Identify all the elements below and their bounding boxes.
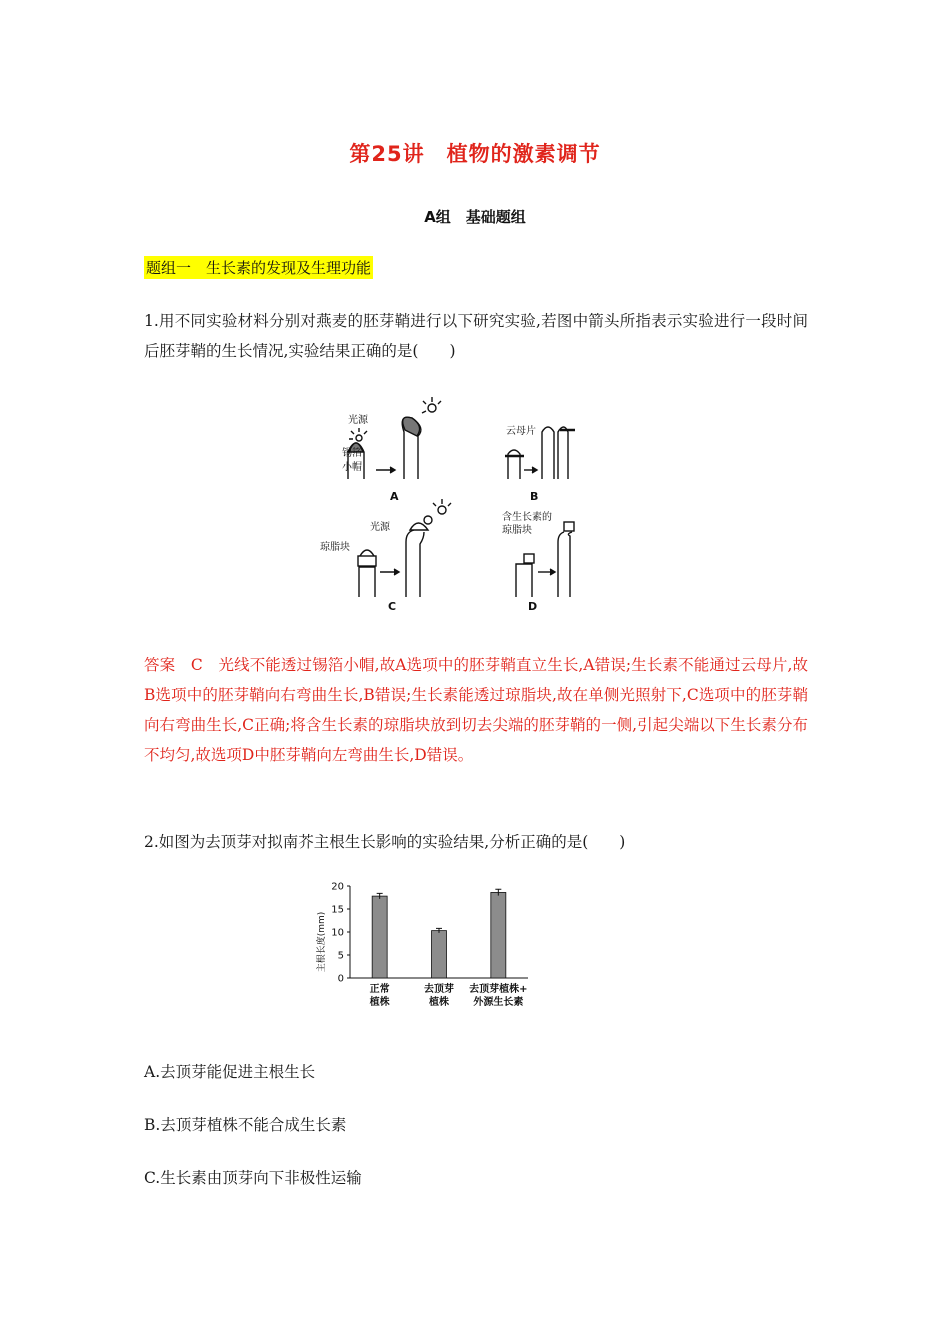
fig-label-b: B (530, 490, 539, 503)
chart-category-label: 植株 (429, 997, 449, 1008)
topic-heading: 题组一 生长素的发现及生理功能 (144, 256, 373, 279)
chart-y-tick-label: 5 (337, 950, 344, 962)
page-title: 第25讲 植物的激素调节 (349, 142, 601, 166)
coleoptile-figure (320, 392, 620, 618)
group-heading: A组 基础题组 (424, 208, 526, 226)
fig-a-cap-label: 锡箔 (342, 448, 362, 459)
option-c: C.生长素由顶芽向下非极性运输 (144, 1169, 362, 1187)
chart-category-label: 正常 (369, 984, 390, 995)
root-length-chart (308, 872, 548, 1014)
fig-a-cap-label-2: 小帽 (342, 462, 362, 473)
question-1-answer: 答案 C 光线不能透过锡箔小帽,故A选项中的胚芽鞘直立生长,A错误;生长素不能通过云母片,故B选项中的胚芽鞘向右弯曲生长,B错误;生长素能透过琼脂块,故在单侧光照射下,C选项中的胚芽鞘向右弯曲生长,C正确;将含生长素的琼脂块放到切去尖端的胚芽鞘的一侧,引起尖端以下生长素分布不均匀,故选项D中胚芽鞘向左弯曲生长,D错误。 (144, 656, 808, 764)
chart-category-label: 外源生长素 (473, 997, 524, 1008)
fig-label-c: C (388, 600, 397, 613)
chart-y-tick-label: 20 (331, 881, 344, 893)
option-b: B.去顶芽植株不能合成生长素 (144, 1116, 347, 1134)
chart-bar (491, 892, 506, 978)
fig-c-light-label: 光源 (370, 522, 390, 533)
fig-d-agar-label-2: 琼脂块 (502, 525, 532, 536)
chart-category-label: 植株 (369, 997, 390, 1008)
chart-category-label: 去顶芽 (424, 984, 454, 995)
chart-category-label: 去顶芽植株+ (469, 984, 528, 995)
question-1-text: 1.用不同实验材料分别对燕麦的胚芽鞘进行以下研究实验,若图中箭头所指表示实验进行一段时间后胚芽鞘的生长情况,实验结果正确的是( ) (144, 312, 808, 360)
option-a: A.去顶芽能促进主根生长 (144, 1063, 316, 1081)
fig-a-light-label: 光源 (348, 415, 368, 426)
chart-y-tick-label: 10 (331, 927, 344, 939)
fig-label-d: D (528, 600, 538, 613)
fig-b-mica-label: 云母片 (506, 426, 536, 437)
chart-y-axis-label: 主根长度(mm) (317, 911, 327, 973)
question-2-text: 2.如图为去顶芽对拟南芥主根生长影响的实验结果,分析正确的是( ) (144, 833, 626, 851)
chart-y-tick-label: 0 (337, 973, 344, 985)
fig-d-agar-label: 含生长素的 (502, 512, 552, 523)
chart-bar (432, 931, 447, 978)
fig-c-agar-label: 琼脂块 (320, 542, 350, 553)
chart-bar (372, 896, 387, 978)
chart-y-tick-label: 15 (331, 904, 344, 916)
fig-label-a: A (390, 490, 399, 503)
